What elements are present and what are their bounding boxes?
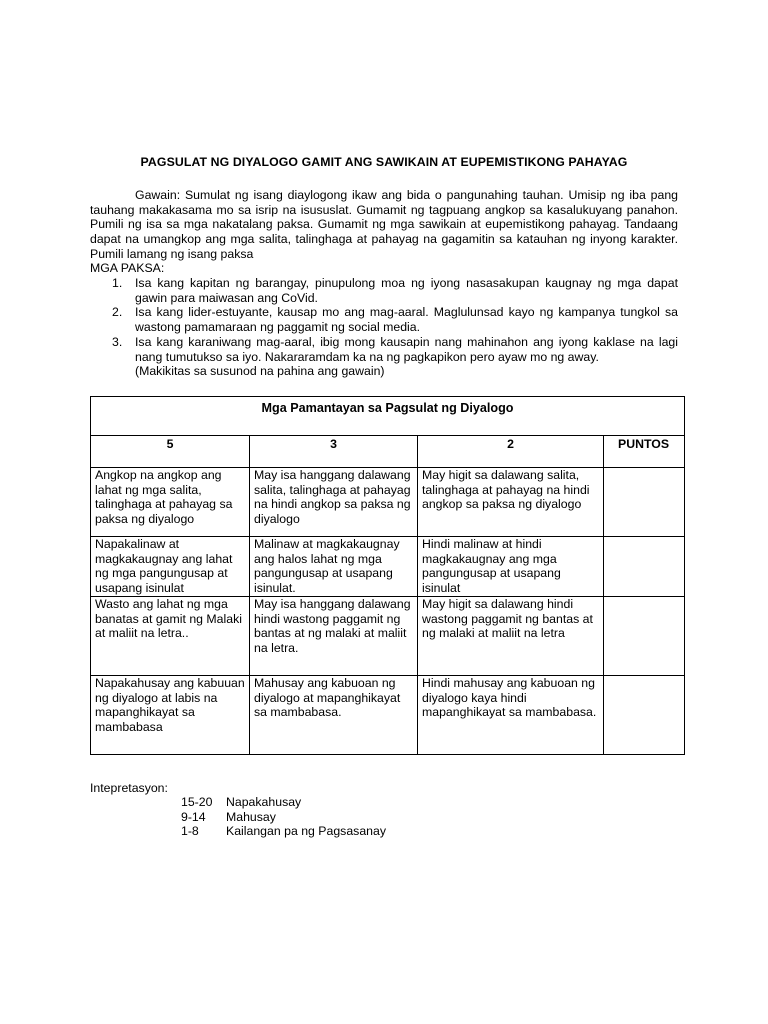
header-score-3: 3 [250,436,418,468]
table-row [91,537,685,597]
rubric-caption-row [91,397,685,436]
table-row [91,468,685,537]
puntos-cell[interactable] [604,596,685,675]
score-range: 1-8 [181,824,199,839]
rubric-cell: Wasto ang lahat ng mga banatas at gamit ng Malaki at maliit na letra.. [91,596,250,675]
topic-text: Isa kang karaniwang mag-aaral, ibig mong kausapin nang mahinahon ang iyong kaklase na lagi nang tumutukso sa iyo. Nakararamdam ka na ng pagkapikon pero ayaw mo ng away. [135,334,678,364]
instructions-text: Gawain: Sumulat ng isang diaylogong ikaw ang bida o pangunahing tauhan. Umisip ng iba pang tauhang makakasama mo sa isrip na isususlat. Gumamit ng tagpuang angkop sa kasalukuyang panahon. Pumili ng isa sa mga nakatalang paksa. Gumamit ng mga sawikain at eupemistikong pahayag. Tandaang dapat na umangkop ang mga salita, talinghaga at pahayag na gagamitin sa katauhan ng inyong karakter. Pumili lamang ng isang paksa [90,188,678,261]
table-row [91,675,685,754]
interpretation-row [181,824,386,839]
interpretation-label: Intepretasyon: [90,781,168,795]
score-range: 9-14 [181,809,206,824]
topics-list [90,276,678,379]
table-row [91,596,685,675]
topic-text: Isa kang lider-estuyante, kausap mo ang mag-aaral. Maglulunsad kayo ng kampanya tungkol sa wastong pamamaraan ng paggamit ng social media. [135,305,678,335]
topic-number: 1. [112,276,123,290]
rubric-cell: Hindi malinaw at hindi magkakaugnay ang mga pangungusap at usapang isinulat [418,537,604,597]
interpretation-list [181,795,386,839]
rubric-cell: Mahusay ang kabuoan ng diyalogo at mapanghikayat sa mambabasa. [250,675,418,754]
rubric-header-row [91,436,685,468]
rubric-cell: May higit sa dalawang hindi wastong paggamit ng bantas at ng malaki at maliit na letra [418,596,604,675]
topic-text: Isa kang kapitan ng barangay, pinupulong moa ng iyong nasasakupan kaugnay ng mga dapat gawin para maiwasan ang CoVid. [135,276,678,305]
rubric-cell: Napakahusay ang kabuuan ng diyalogo at labis na mapanghikayat sa mambabasa [91,675,250,754]
header-score-2: 2 [418,436,604,468]
topics-label: MGA PAKSA: [90,261,165,275]
rubric-cell: May higit sa dalawang salita, talinghaga at pahayag na hindi angkop sa paksa ng diyalogo [418,468,604,537]
puntos-cell[interactable] [604,468,685,537]
score-label: Napakahusay [226,795,302,809]
interpretation-row [181,810,386,825]
topic-number: 3. [112,334,123,349]
instructions-paragraph [90,188,678,262]
rubric-cell: May isa hanggang dalawang salita, talinghaga at pahayag na hindi angkop sa paksa ng diyalogo [250,468,418,537]
score-range: 15-20 [181,795,213,809]
header-score-5: 5 [91,436,250,468]
puntos-cell[interactable] [604,675,685,754]
score-label: Mahusay [226,809,276,824]
document-title: PAGSULAT NG DIYALOGO GAMIT ANG SAWIKAIN AT EUPEMISTIKONG PAHAYAG [140,155,628,169]
interpretation-row [181,795,386,810]
topic-item [90,305,678,334]
rubric-cell: May isa hanggang dalawang hindi wastong paggamit ng bantas at ng malaki at maliit na letra. [250,596,418,675]
topic-item [90,335,678,364]
rubric-caption: Mga Pamantayan sa Pagsulat ng Diyalogo [91,397,685,436]
rubric-cell: Napakalinaw at magkakaugnay ang lahat ng mga pangungusap at usapang isinulat [91,537,250,597]
rubric-cell: Malinaw at magkakaugnay ang halos lahat ng mga pangungusap at usapang isinulat. [250,537,418,597]
score-label: Kailangan pa ng Pagsasanay [226,824,386,839]
topic-number: 2. [112,305,123,320]
rubric-table [90,396,685,755]
puntos-cell[interactable] [604,537,685,597]
rubric-cell: Angkop na angkop ang lahat ng mga salita, talinghaga at pahayag sa paksa ng diyalogo [91,468,250,537]
topic-item [90,276,678,305]
header-puntos: PUNTOS [604,436,685,468]
rubric-cell: Hindi mahusay ang kabuoan ng diyalogo kaya hindi mapanghikayat sa mambabasa. [418,675,604,754]
next-page-note: (Makikitas sa susunod na pahina ang gawain) [135,364,385,379]
